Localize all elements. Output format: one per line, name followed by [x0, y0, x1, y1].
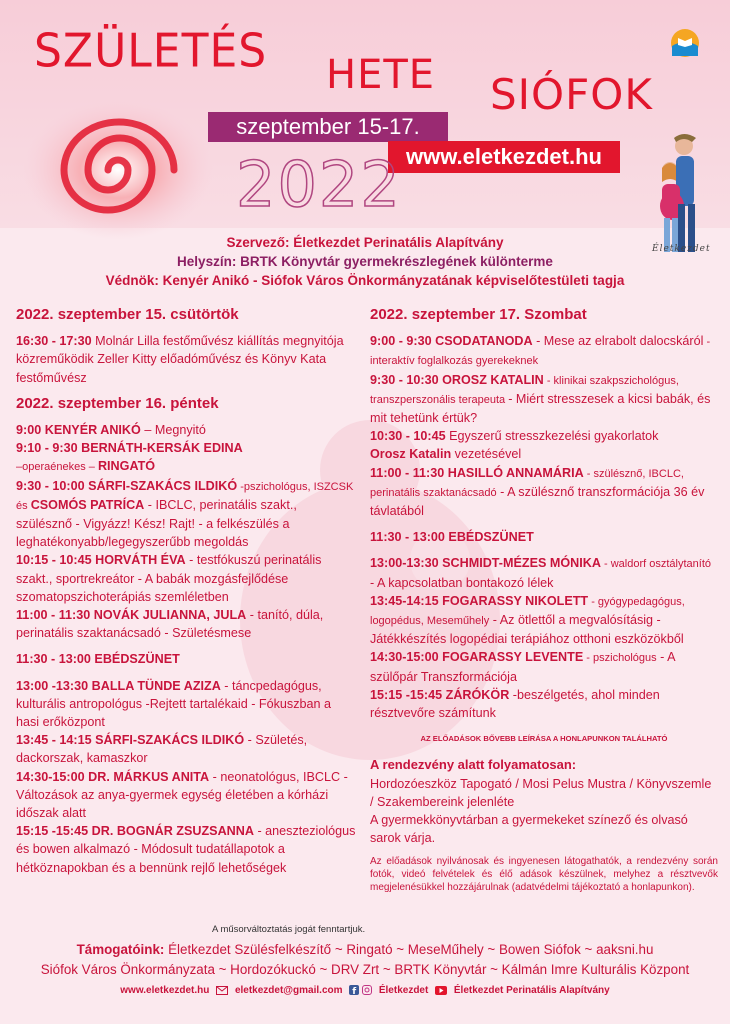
right-column [370, 306, 718, 894]
title-word-1: SZÜLETÉS [34, 24, 268, 79]
lunch-break: 11:30 - 13:00 EBÉDSZÜNET [16, 652, 180, 667]
date-banner: szeptember 15-17. [208, 112, 448, 142]
event-item: 13:00-13:30 SCHMIDT-MÉZES MÓNIKA - waldorf osztálytanító - A kapcsolatban bontakozó lélek 13:45-14:15 FOGARASSY NIKOLETT - gyógypedagógus, logopédus, Meseműhely - Az ötlettől a megvalósításig - Játékkészítés logopédiai terápiához otthoni eszközökből 14:30-15:00 FOGARASSY LEVENTE - pszichológus - A szülőpár Transzformációja 15:15 -15:45 ZÁRÓKÖR -beszélgetés, ahol minden résztvevőre számítunk [370, 556, 712, 721]
event-item: 9:00 - 9:30 CSODATANODA - Mese az elrabolt dalocskáról - interaktív foglalkozás gyerekeknek 9:30 - 10:30 OROSZ KATALIN - klinikai szakpszichológus, transzperszonális terapeuta - Miért stresszesek a kicsi babák, és mit tehetünk értük? 10:30 - 10:45 Egyszerű stresszkezelési gyakorlatok Orosz Katalin vezetésével 11:00 - 11:30 HASILLÓ ANNAMÁRIA - szülésznő, IBCLC, perinatális szaktanácsadó - A szülésznő transzformációja 36 év távlatából [370, 334, 711, 519]
instagram-icon[interactable] [362, 985, 372, 995]
continuous-text: Hordozóeszköz Tapogató / Mosi Pelus Mustra / Könyvszemle / Szakembereink jelenléte [370, 776, 712, 809]
day-heading: 2022. szeptember 16. péntek [16, 394, 219, 412]
event-item: 13:00 -13:30 BALLA TÜNDE AZIZA - táncpedagógus, kulturális antropológus -Rejtett tartalékaid - Fókuszban a hasi erőközpont 13:45 - 14:15 SÁRFI-SZAKÁCS ILDIKÓ - Születés, dackorszak, kamaszkor 14:30-15:00 DR. MÁRKUS ANITA - neonatológus, IBCLC - Változások az anya-gyermek egység életében a kórházi időszak alatt 15:15 -15:45 DR. BOGNÁR ZSUZSANNA - aneszteziológus és bowen alkalmazó - Módosult tudatállapotok a hétköznapokban és a bennünk rejlő lehetőségek [16, 678, 356, 875]
privacy-note: Az előadások nyilvánosak és ingyenesen látogathatók, a rendezvény során fotók, videó felvételek és élő adások készülnek, melyhez a résztvevők megjelenésükkel hozzájárulnak (adatvédelmi tájékoztató a honlapunkon). [370, 856, 718, 894]
brand-signature: Életkezdet [652, 244, 711, 254]
svg-text:f: f [352, 987, 357, 996]
left-column [16, 306, 356, 885]
reservation-note: A műsorváltoztatás jogát fenntartjuk. [212, 924, 366, 935]
mail-icon [216, 986, 228, 995]
footer-social[interactable]: Életkezdet [378, 985, 429, 996]
continuous-title: A rendezvény alatt folyamatosan: [370, 757, 577, 773]
title-word-2: HETE [326, 52, 436, 98]
patron-line: Védnök: Kenyér Anikó - Siófok Város Önkormányzatának képviselőtestületi tagja [105, 273, 625, 288]
sponsors-line-1: Támogatóink: Életkezdet Szülésfelkészítő ~ Ringató ~ MeseMűhely ~ Bowen Siófok ~ aaksni.hu [76, 942, 654, 957]
event-item: 16:30 - 17:30 Molnár Lilla festőművész kiállítás megnyitója közreműködik Zeller Kitty előadóművész és Könyv Kata festőművész [16, 334, 344, 385]
event-item: 9:00 KENYÉR ANIKÓ – Megnyitó 9:10 - 9:30 BERNÁTH-KERSÁK EDINA –operaénekes – RINGATÓ 9:30 - 10:00 SÁRFI-SZAKÁCS ILDIKÓ -pszichológus, ISZCSK és CSOMÓS PATRÍCA - IBCLC, perinatális szakt., szülésznő - Vigyázz! Kész! Rajt! - a felkészülés a leghatékonyabb/legegyszerűbb megoldás 10:15 - 10:45 HORVÁTH ÉVA - testfókuszú perinatális szakt., sportrekreátor - A babák mozgásfejlődése szomatopszichoterápiás szemléletben 11:00 - 11:30 NOVÁK JULIANNA, JULA - tanító, dúla, perinatális szaktanácsadó - Születésmese [16, 423, 354, 641]
title-word-3: SIÓFOK [490, 70, 653, 119]
day-heading: 2022. szeptember 17. Szombat [370, 306, 587, 323]
sponsors-line-2: Siófok Város Önkormányzata ~ Hordozókuckó ~ DRV Zrt ~ BRTK Könyvtár ~ Kálmán Imre Kulturális Központ [40, 962, 690, 977]
day-heading: 2022. szeptember 15. csütörtök [16, 306, 239, 323]
footer-youtube[interactable]: Életkezdet Perinatális Alapítvány [453, 985, 610, 996]
more-info-note: AZ ELŐADÁSOK BŐVEBB LEÍRÁSA A HONLAPUNKON TALÁLHATÓ [420, 734, 668, 744]
spiral-logo [18, 90, 218, 250]
venue-line: Helyszín: BRTK Könyvtár gyermekrészlegének különterme [177, 254, 553, 269]
organizer-line: Szervező: Életkezdet Perinatális Alapítvány [226, 235, 504, 250]
footer-email[interactable]: eletkezdet@gmail.com [234, 985, 343, 996]
lunch-break: 11:30 - 13:00 EBÉDSZÜNET [370, 530, 534, 545]
year-text: 2022 [236, 148, 402, 221]
facebook-icon[interactable] [349, 985, 359, 995]
continuous-text-2: A gyermekkönyvtárban a gyermekeket színező és olvasó sarok várja. [370, 813, 688, 846]
footer [0, 985, 730, 996]
youtube-icon[interactable] [435, 986, 447, 995]
website-banner[interactable]: www.eletkezdet.hu [388, 141, 620, 173]
book-logo-icon [670, 28, 700, 58]
footer-website[interactable]: www.eletkezdet.hu [120, 985, 210, 996]
